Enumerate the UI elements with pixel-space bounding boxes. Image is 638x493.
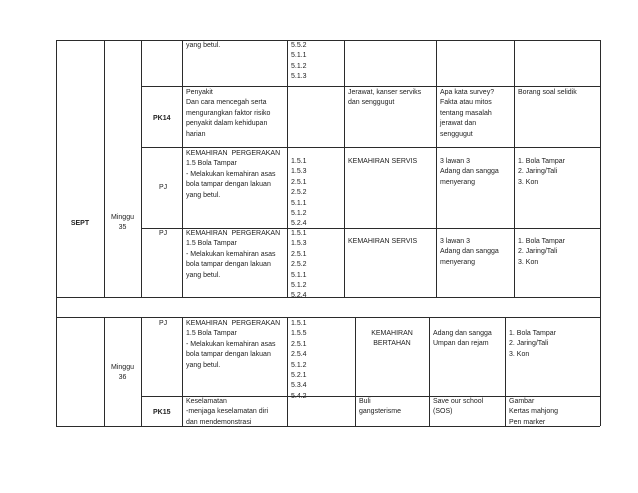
- subject-cell: PK15: [153, 409, 171, 416]
- column-divider: [429, 317, 430, 426]
- content-cell: KEMAHIRAN PERGERAKAN 1.5 Bola Tampar - Melakukan kemahiran asas bola tampar dengan lakuan yang betul.: [186, 320, 281, 369]
- row-divider: [56, 297, 600, 298]
- subject-cell: PK14: [153, 115, 171, 122]
- month-label: SEPT: [70, 220, 90, 227]
- activity-cell: Adang dan sangga Umpan dan rejam: [433, 330, 492, 348]
- topic-cell: KEMAHIRAN BERTAHAN: [371, 330, 413, 348]
- column-divider: [141, 317, 142, 426]
- content-cell: KEMAHIRAN PERGERAKAN 1.5 Bola Tampar - Melakukan kemahiran asas bola tampar dengan lakuan yang betul.: [186, 150, 281, 199]
- materials-cell: Borang soal selidik: [518, 89, 577, 96]
- activity-cell: 3 lawan 3 Adang dan sangga menyerang: [440, 238, 499, 266]
- column-divider: [104, 40, 105, 297]
- column-divider: [505, 317, 506, 426]
- column-divider: [436, 40, 437, 297]
- topic-cell: Jerawat, kanser serviks dan senggugut: [348, 89, 422, 107]
- materials-cell: 1. Bola Tampar 2. Jaring/Tali 3. Kon: [518, 158, 565, 186]
- content-cell: Penyakit Dan cara mencegah serta mengurangkan faktor risiko penyakit dalam kehidupan harian: [186, 89, 271, 138]
- standards-cell: 1.5.1 1.5.3 2.5.1 2.5.2 5.1.1 5.1.2 5.2.4: [291, 230, 307, 300]
- materials-cell: 1. Bola Tampar 2. Jaring/Tali 3. Kon: [518, 238, 565, 266]
- topic-cell: Buli gangsterisme: [359, 398, 402, 416]
- week-label: Minggu 36: [111, 364, 134, 382]
- column-divider: [344, 40, 345, 297]
- table-border-right: [600, 40, 601, 426]
- column-divider: [514, 40, 515, 297]
- table-border-left: [56, 40, 57, 426]
- subject-cell: PJ: [159, 184, 168, 191]
- row-divider: [141, 86, 600, 87]
- standards-cell: 5.5.2 5.1.1 5.1.2 5.1.3: [291, 42, 307, 81]
- materials-cell: 1. Bola Tampar 2. Jaring/Tali 3. Kon: [509, 330, 556, 358]
- topic-cell: KEMAHIRAN SERVIS: [348, 238, 418, 245]
- content-cell: KEMAHIRAN PERGERAKAN 1.5 Bola Tampar - Melakukan kemahiran asas bola tampar dengan lakuan yang betul.: [186, 230, 281, 279]
- content-cell: yang betul.: [186, 42, 221, 49]
- activity-cell: 3 lawan 3 Adang dan sangga menyerang: [440, 158, 499, 186]
- activity-cell: Save our school (SOS): [433, 398, 484, 416]
- subject-cell: PJ: [159, 230, 168, 237]
- table-border-top: [56, 40, 600, 41]
- column-divider: [141, 40, 142, 297]
- week-label: Minggu 35: [111, 214, 134, 232]
- standards-cell: 1.5.1 1.5.3 2.5.1 2.5.2 5.1.1 5.1.2 5.2.4: [291, 158, 307, 228]
- subject-cell: PJ: [159, 320, 168, 327]
- column-divider: [287, 317, 288, 426]
- column-divider: [182, 317, 183, 426]
- topic-cell: KEMAHIRAN SERVIS: [348, 158, 418, 165]
- standards-cell: 1.5.1 1.5.5 2.5.1 2.5.4 5.1.2 5.2.1 5.3.4 5.4.2: [291, 320, 307, 400]
- row-divider: [141, 147, 600, 148]
- row-divider: [56, 317, 600, 318]
- activity-cell: Apa kata survey? Fakta atau mitos tentang masalah jerawat dan senggugut: [440, 89, 495, 138]
- column-divider: [287, 40, 288, 297]
- column-divider: [182, 40, 183, 297]
- content-cell: Keselamatan -menjaga keselamatan diri dan mendemonstrasi: [186, 398, 269, 426]
- materials-cell: Gambar Kertas mahjong Pen marker: [509, 398, 559, 426]
